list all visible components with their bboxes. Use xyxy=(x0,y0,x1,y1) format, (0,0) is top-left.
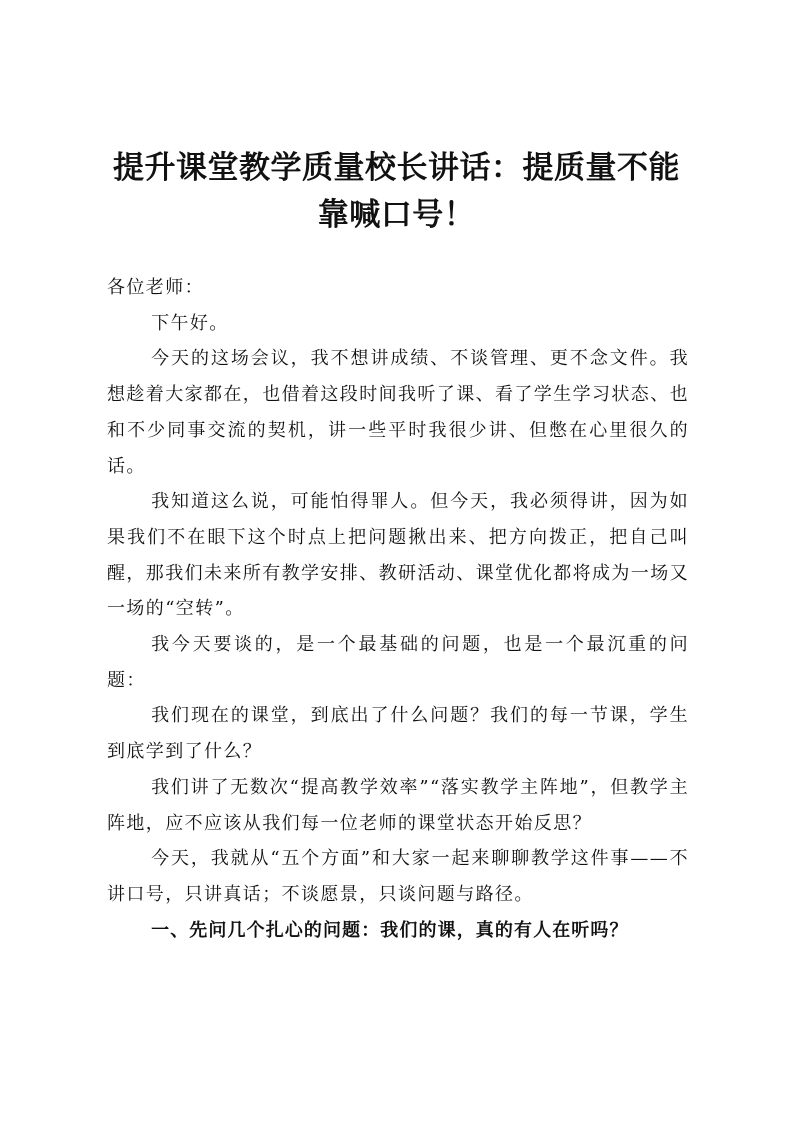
paragraph: 下午好。 xyxy=(151,312,229,334)
section-heading: 一、先问几个扎心的问题：我们的课，真的有人在听吗？ xyxy=(151,919,629,941)
document-title: 提升课堂教学质量校长讲话：提质量不能靠喊口号！ xyxy=(113,150,680,233)
paragraph: 我们讲了无数次“提高教学效率”“落实教学主阵地”，但教学主阵地，应不应该从我们每一位老师的课堂状态开始反思？ xyxy=(107,776,689,834)
salutation: 各位老师： xyxy=(107,277,204,298)
paragraph: 我知道这么说，可能怕得罪人。但今天，我必须得讲，因为如果我们不在眼下这个时点上把问题揪出来、把方向拨正，把自己叫醒，那我们未来所有教学安排、教研活动、课堂优化都将成为一场又一场的“空转”。 xyxy=(107,491,689,620)
document-body xyxy=(107,270,689,948)
paragraph: 今天，我就从“五个方面”和大家一起来聊聊教学这件事——不讲口号，只讲真话；不谈愿景，只谈问题与路径。 xyxy=(107,848,689,905)
paragraph: 今天的这场会议，我不想讲成绩、不谈管理、更不念文件。我想趁着大家都在，也借着这段时间我听了课、看了学生学习状态、也和不少同事交流的契机，讲一些平时我很少讲、但憋在心里很久的话。 xyxy=(107,348,689,477)
paragraph: 我们现在的课堂，到底出了什么问题？我们的每一节课，学生到底学到了什么？ xyxy=(107,705,689,763)
paragraph: 我今天要谈的，是一个最基础的问题，也是一个最沉重的问题： xyxy=(107,634,689,691)
